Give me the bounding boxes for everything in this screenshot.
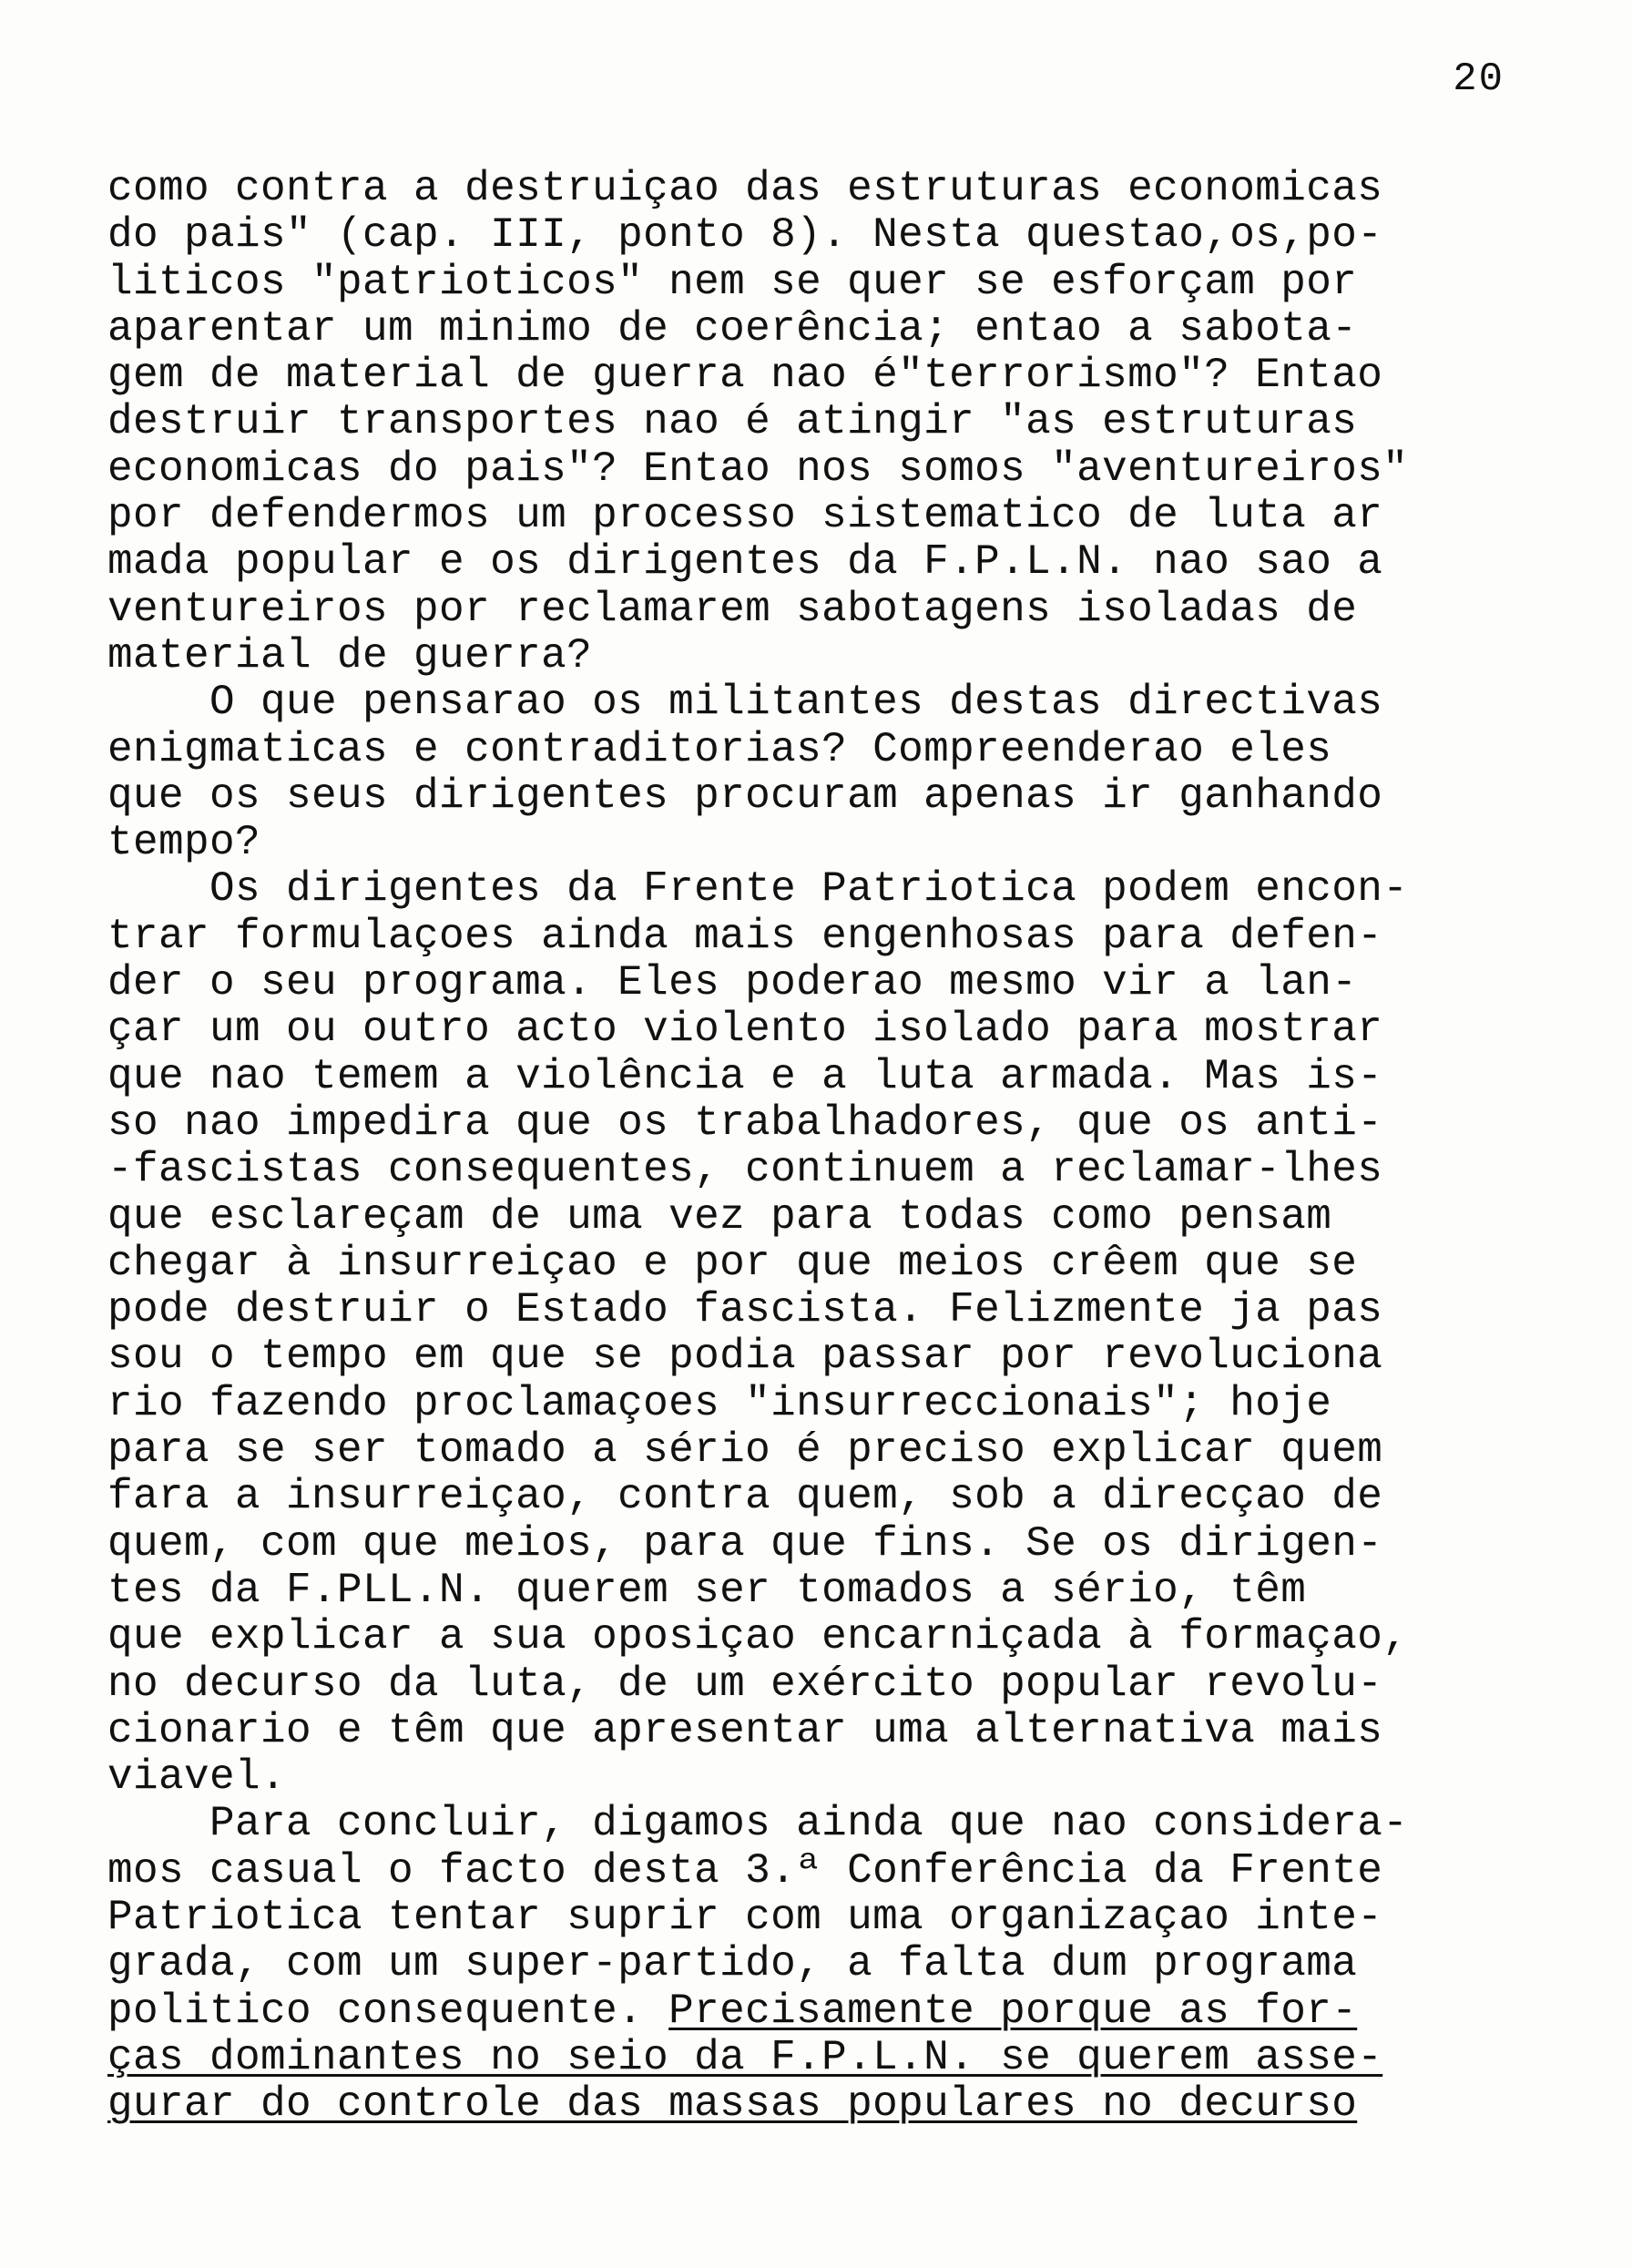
text-line xyxy=(107,727,1528,773)
text-line-content: grada, com um super-partido, a falta dum programa xyxy=(107,1940,1358,1988)
text-line-content: cionario e têm que apresentar uma alternativa mais xyxy=(107,1706,1383,1754)
text-line-content: destruir transportes nao é atingir "as estruturas xyxy=(107,398,1358,446)
text-line xyxy=(107,306,1528,352)
text-line-content: mada popular e os dirigentes da F.P.L.N. nao sao a xyxy=(107,538,1383,587)
text-line xyxy=(107,399,1528,445)
text-line-content: que os seus dirigentes procuram apenas ir ganhando xyxy=(107,771,1383,820)
text-line xyxy=(107,820,1528,866)
text-line xyxy=(107,260,1528,306)
text-line-content: chegar à insurreiçao e por que meios crêem que se xyxy=(107,1239,1358,1287)
text-line-content: no decurso da luta, de um exército popular revolu- xyxy=(107,1660,1383,1708)
text-line-content: aparentar um minimo de coerência; entao a sabota- xyxy=(107,304,1358,352)
text-line xyxy=(107,1241,1528,1287)
text-line xyxy=(107,1427,1528,1474)
text-line-content: tes da F.PLL.N. querem ser tomados a sério, têm xyxy=(107,1566,1307,1614)
text-line xyxy=(107,1848,1528,1895)
text-line xyxy=(107,539,1528,586)
page-number: 20 xyxy=(1453,56,1504,102)
text-line-content: economicas do pais"? Entao nos somos "aventureiros" xyxy=(107,444,1409,493)
text-line xyxy=(107,1568,1528,1614)
text-line-content: fara a insurreiçao, contra quem, sob a direcçao de xyxy=(107,1473,1383,1521)
text-line xyxy=(107,914,1528,960)
text-line-content: enigmaticas e contraditorias? Compreenderao eles xyxy=(107,725,1332,773)
text-line xyxy=(107,773,1528,820)
text-line-content: trar formulaçoes ainda mais engenhosas para defen- xyxy=(107,912,1383,960)
text-line-content: liticos "patrioticos" nem se quer se esforçam por xyxy=(107,258,1358,306)
text-line xyxy=(107,1147,1528,1193)
text-line-content: gem de material de guerra nao é"terrorismo"? Entao xyxy=(107,352,1383,400)
underlined-text: Precisamente porque as for- xyxy=(668,1987,1358,2035)
text-line-content: quem, com que meios, para que fins. Se os dirigen- xyxy=(107,1519,1383,1568)
text-line-content: ventureiros por reclamarem sabotagens isoladas de xyxy=(107,585,1358,633)
text-line xyxy=(107,633,1528,679)
text-line xyxy=(107,1194,1528,1241)
text-line xyxy=(107,1988,1528,2035)
text-line-content: der o seu programa. Eles poderao mesmo vir a lan- xyxy=(107,959,1358,1007)
text-line xyxy=(107,1801,1528,1847)
text-line xyxy=(107,2081,1528,2128)
text-line-content: que nao temem a violência e a luta armada. Mas is- xyxy=(107,1052,1383,1100)
text-line xyxy=(107,212,1528,259)
text-line xyxy=(107,1521,1528,1568)
text-line-content: por defendermos um processo sistematico de luta ar xyxy=(107,492,1383,540)
text-line xyxy=(107,446,1528,493)
text-line xyxy=(107,866,1528,913)
text-line xyxy=(107,1287,1528,1333)
text-line-content: O que pensarao os militantes destas directivas xyxy=(107,679,1383,727)
text-line xyxy=(107,166,1528,212)
text-line-content: viavel. xyxy=(107,1753,287,1802)
text-line-content: politico consequente. xyxy=(107,1987,669,2035)
text-line xyxy=(107,1054,1528,1100)
text-line-content: so nao impedira que os trabalhadores, que os anti- xyxy=(107,1098,1383,1147)
text-line-content: para se ser tomado a sério é preciso explicar quem xyxy=(107,1426,1383,1475)
text-line-content: como contra a destruiçao das estruturas economicas xyxy=(107,165,1383,212)
text-line-content: pode destruir o Estado fascista. Felizmente ja pas xyxy=(107,1286,1383,1334)
text-line-content: rio fazendo proclamaçoes "insurreccionais"; hoje xyxy=(107,1379,1332,1427)
text-line-content: do pais" (cap. III, ponto 8). Nesta questao,os,po- xyxy=(107,211,1383,260)
text-line xyxy=(107,352,1528,399)
text-line xyxy=(107,1941,1528,1987)
text-line xyxy=(107,1895,1528,1941)
text-line xyxy=(107,1661,1528,1708)
text-line-content: tempo? xyxy=(107,819,261,867)
text-line-content: -fascistas consequentes, continuem a reclamar-lhes xyxy=(107,1146,1383,1194)
text-line-content: que esclareçam de uma vez para todas como pensam xyxy=(107,1192,1332,1241)
text-line xyxy=(107,960,1528,1006)
text-line xyxy=(107,1381,1528,1427)
text-line xyxy=(107,1754,1528,1801)
text-line xyxy=(107,1614,1528,1660)
text-line xyxy=(107,1006,1528,1053)
text-line-content: Patriotica tentar suprir com uma organizaçao inte- xyxy=(107,1893,1383,1941)
text-line-content: sou o tempo em que se podia passar por revoluciona xyxy=(107,1333,1383,1381)
text-line-content: que explicar a sua oposiçao encarniçada à formaçao, xyxy=(107,1613,1409,1661)
text-line-content: Para concluir, digamos ainda que nao considera- xyxy=(107,1800,1409,1848)
text-line-content: gurar do controle das massas populares no decurso xyxy=(107,2080,1358,2129)
text-line xyxy=(107,679,1528,726)
text-line xyxy=(107,1708,1528,1754)
text-line xyxy=(107,1333,1528,1380)
body-text xyxy=(107,166,1528,2128)
text-line-content: material de guerra? xyxy=(107,631,593,679)
text-line-content: Os dirigentes da Frente Patriotica podem encon- xyxy=(107,865,1409,914)
text-line xyxy=(107,2035,1528,2081)
text-line-content: çar um ou outro acto violento isolado para mostrar xyxy=(107,1006,1383,1054)
text-line-content: mos casual o facto desta 3.ª Conferência da Frente xyxy=(107,1846,1383,1895)
text-line xyxy=(107,1474,1528,1520)
text-line-content: ças dominantes no seio da F.P.L.N. se querem asse- xyxy=(107,2033,1383,2081)
text-line xyxy=(107,1100,1528,1147)
text-line xyxy=(107,493,1528,539)
text-line xyxy=(107,587,1528,633)
